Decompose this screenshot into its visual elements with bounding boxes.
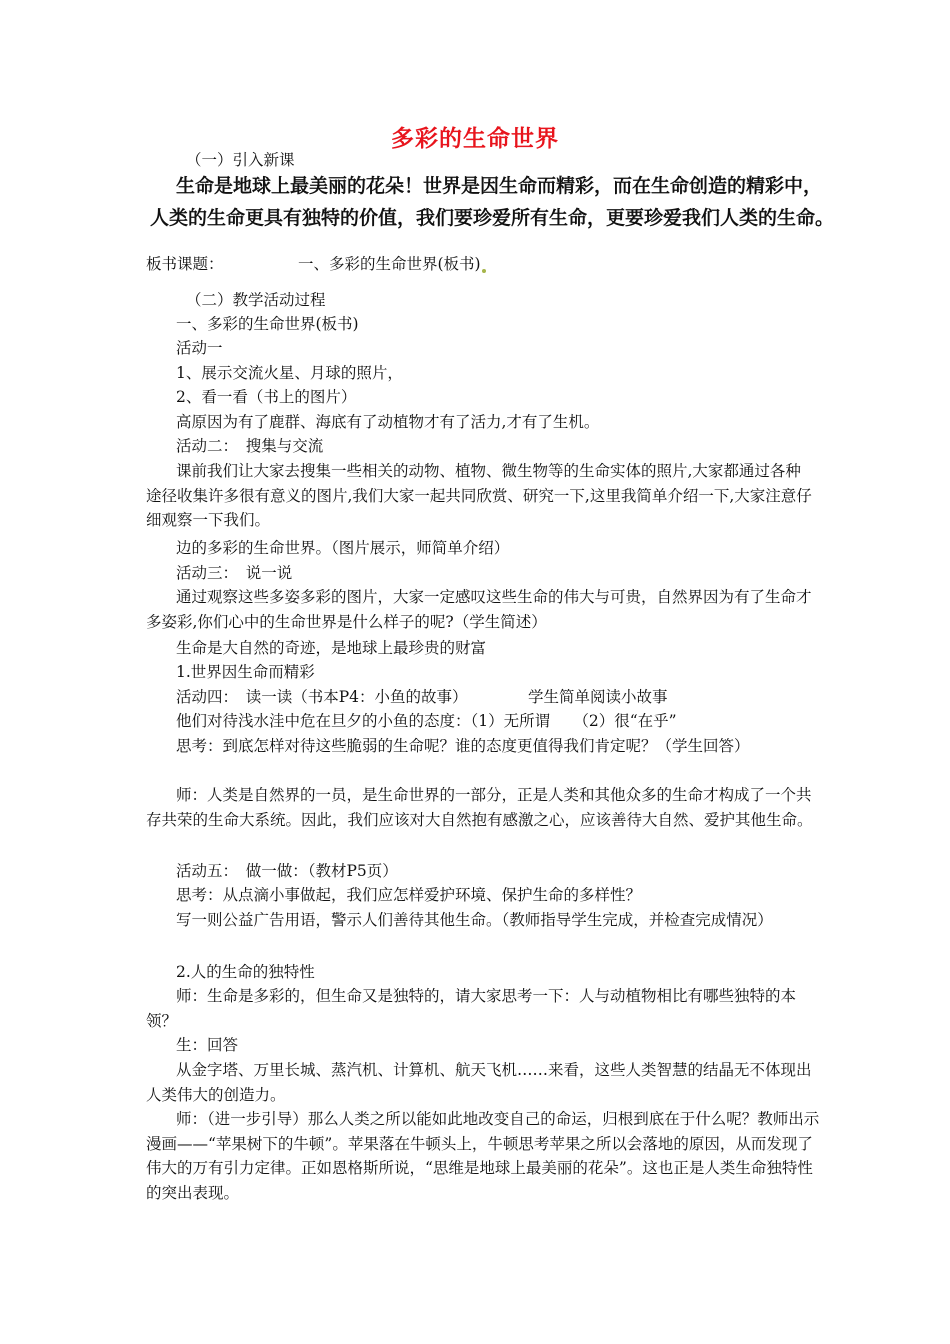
paragraph: 师：生命是多彩的，但生命又是独特的，请大家思考一下：人与动植物相比有哪些独特的本领？	[146, 987, 797, 1030]
intro-line-2: 人类的生命更具有独特的价值，我们要珍爱所有生命，更要珍爱我们人类的生命。	[150, 207, 835, 229]
section-heading-intro: （一）引入新课	[186, 151, 295, 169]
board-value: 一、多彩的生命世界(板书)	[298, 254, 487, 274]
text-line: 思考：从点滴小事做起，我们应怎样爱护环境、保护生命的多样性？	[176, 886, 642, 904]
text-line: 活动三： 说一说	[176, 564, 293, 582]
text-line: 1、展示交流火星、月球的照片，	[176, 364, 403, 382]
board-label: 板书课题：	[146, 255, 224, 273]
text-line: 边的多彩的生命世界。（图片展示，师简单介绍）	[176, 539, 510, 557]
section-heading-process: （二）教学活动过程	[186, 291, 326, 309]
text-line: 2.人的生命的独特性	[176, 963, 315, 981]
text-line: 思考：到底怎样对待这些脆弱的生命呢？谁的态度更值得我们肯定呢？（学生回答）	[176, 737, 750, 755]
text-line: 他们对待浅水洼中危在旦夕的小鱼的态度：（1）无所谓 （2）很“在乎”	[176, 712, 677, 730]
text-line: 高原因为有了鹿群、海底有了动植物才有了活力,才有了生机。	[176, 413, 600, 431]
text-line: 学生简单阅读小故事	[528, 688, 668, 706]
intro-line-1: 生命是地球上最美丽的花朵！世界是因生命而精彩，而在生命创造的精彩中，	[176, 175, 823, 197]
text-line: 活动四： 读一读（书本P4：小鱼的故事）	[176, 688, 468, 706]
text-line: 活动一	[176, 339, 223, 357]
paragraph: 写一则公益广告用语，警示人们善待其他生命。（教师指导学生完成，并检查完成情况）	[176, 911, 773, 929]
paragraph: 师：人类是自然界的一员，是生命世界的一部分，正是人类和其他众多的生命才构成了一个共存共荣的生命大系统。因此，我们应该对大自然抱有感激之心，应该善待大自然、爱护其他生命。	[146, 786, 813, 829]
page-title: 多彩的生命世界	[391, 126, 559, 152]
text-line: 活动二： 搜集与交流	[176, 437, 324, 455]
text-line: 活动五： 做一做：（教材P5页）	[176, 862, 398, 880]
paragraph: 通过观察这些多姿多彩的图片，大家一定感叹这些生命的伟大与可贵，自然界因为有了生命才多姿彩,你们心中的生命世界是什么样子的呢?（学生简述）	[146, 588, 812, 631]
text-line: 生：回答	[176, 1036, 239, 1054]
paragraph: 师：（进一步引导）那么人类之所以能如此地改变自己的命运，归根到底在于什么呢？教师出示漫画——“苹果树下的牛顿”。苹果落在牛顿头上，牛顿思考苹果之所以会落地的原因，从而发现了伟大的万有引力定律。正如恩格斯所说，“思维是地球上最美丽的花朵”。这也正是人类生命独特性的突出表现。	[146, 1110, 820, 1202]
paragraph: 课前我们让大家去搜集一些相关的动物、植物、微生物等的生命实体的照片,大家都通过各种途径收集许多很有意义的图片,我们大家一起共同欣赏、研究一下,这里我简单介绍一下,大家注意仔细观察一下我们。	[146, 462, 812, 529]
text-line: 一、多彩的生命世界(板书)	[176, 315, 359, 333]
text-line: 1.世界因生命而精彩	[176, 663, 315, 681]
text-line: 生命是大自然的奇迹，是地球上最珍贵的财富	[176, 639, 487, 657]
text-line: 2、看一看（书上的图片）	[176, 388, 357, 406]
paragraph: 从金字塔、万里长城、蒸汽机、计算机、航天飞机……来看，这些人类智慧的结晶无不体现出人类伟大的创造力。	[146, 1061, 812, 1104]
